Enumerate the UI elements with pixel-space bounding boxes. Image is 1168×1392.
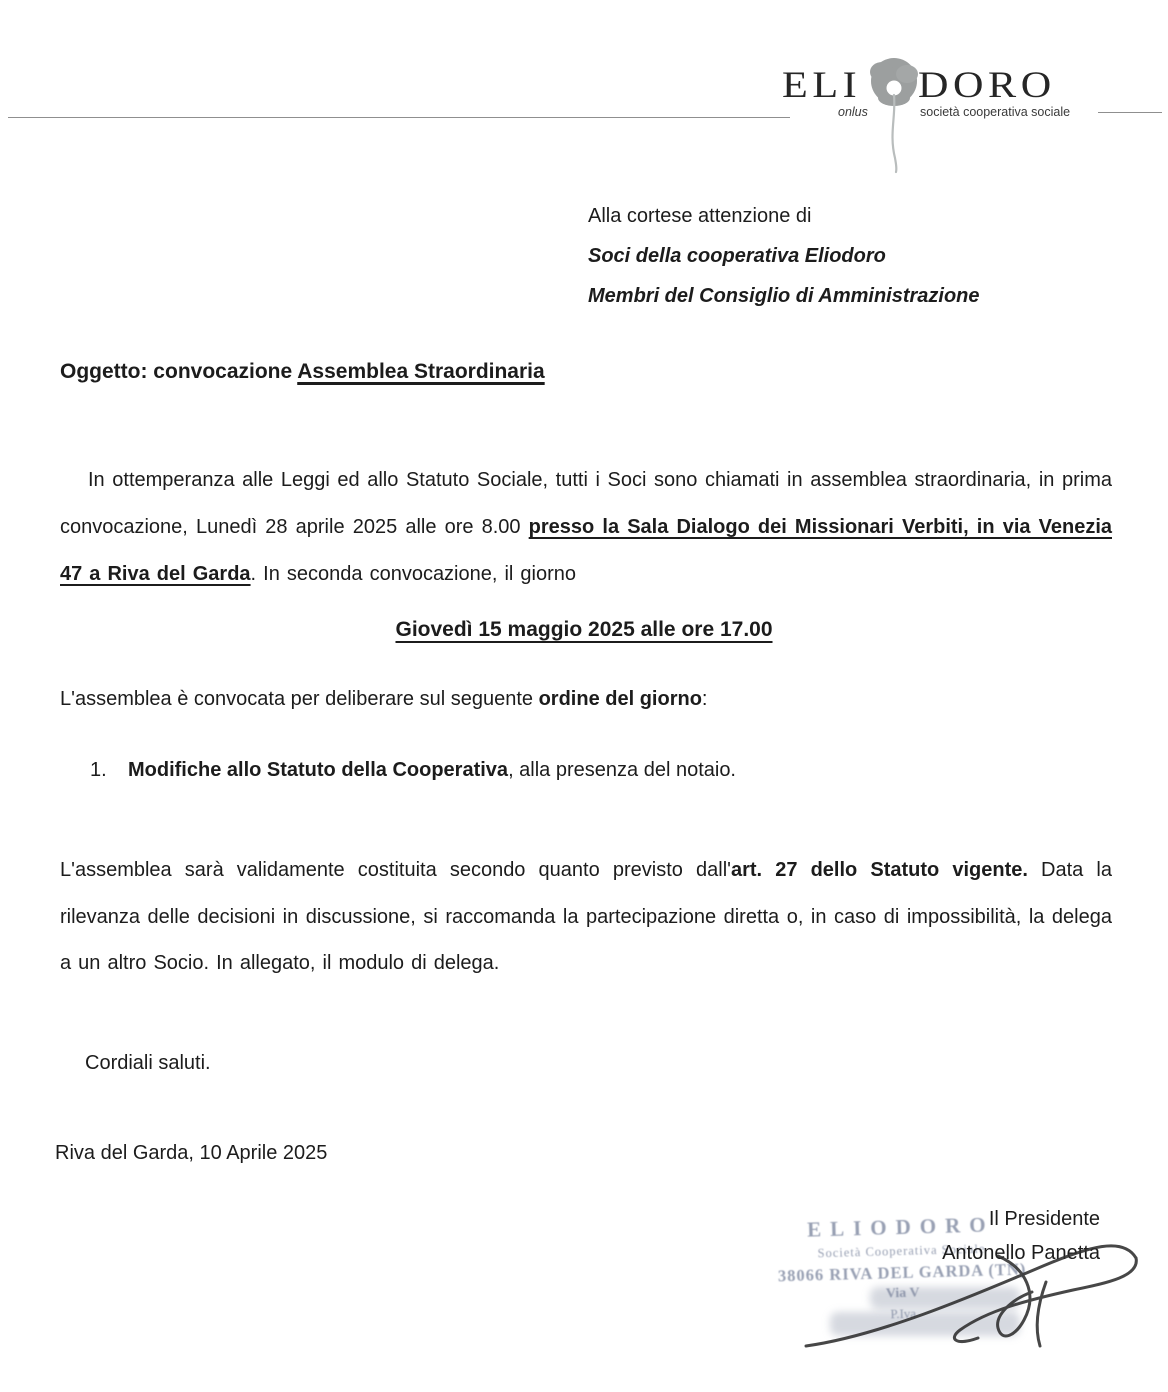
agenda-item-number: 1.	[90, 759, 107, 781]
dandelion-tree-icon	[862, 54, 926, 174]
place-and-date: Riva del Garda, 10 Aprile 2025	[55, 1142, 328, 1164]
stamp-company-type: Società Cooperativa Sociale	[817, 1242, 986, 1261]
logo-subtext-cooperativa: società cooperativa sociale	[920, 105, 1071, 119]
agenda-intro	[60, 688, 707, 711]
logo-word-right: DORO	[918, 65, 1056, 106]
second-convocation-date-text: Giovedì 15 maggio 2025 alle ore 17.00	[395, 618, 773, 641]
subject-underlined: Assemblea Straordinaria	[297, 360, 545, 383]
second-convocation-date	[0, 618, 1168, 642]
paragraph-validity-text: L'assemblea sarà validamente costituita secondo quanto previsto dall'	[60, 859, 731, 881]
paragraph-convocation-venue: presso la Sala Dialogo dei Missionari Verbiti, in via Venezia 47 a Riva del Garda	[60, 516, 1112, 585]
agenda-intro-colon: :	[701, 688, 708, 710]
paragraph-convocation-text: In ottemperanza alle Leggi ed allo Statuto Sociale, tutti i Soci sono chiamati in assemblea straordinaria, in prima convocazione, Lunedì 28 aprile 2025 alle ore 8.00	[60, 469, 1112, 538]
agenda-intro-bold: ordine del giorno	[538, 688, 702, 710]
recipient-block	[588, 196, 980, 316]
closing-salutation: Cordiali saluti.	[85, 1052, 211, 1074]
agenda-item-detail: , alla presenza del notaio.	[508, 759, 736, 781]
agenda-item-title: Modifiche allo Statuto della Cooperativa	[128, 759, 509, 781]
recipient-line-soci: Soci della cooperativa Eliodoro	[588, 245, 886, 267]
handwritten-signature	[788, 1228, 1148, 1358]
paragraph-validity	[60, 847, 1112, 987]
stamp-vat: P.Iva	[890, 1305, 917, 1322]
subject-prefix: Oggetto: convocazione	[60, 360, 298, 383]
signature-title: Il Presidente	[988, 1208, 1100, 1230]
paragraph-convocation-tail: . In seconda convocazione, il giorno	[250, 563, 577, 585]
stamp-address-street: Via V	[885, 1286, 920, 1302]
paragraph-convocation	[60, 457, 1112, 598]
logo-word-left: ELI	[782, 65, 862, 106]
company-logo	[780, 56, 1110, 186]
paragraph-validity-tail: Data la rilevanza delle decisioni in discussione, si raccomanda la partecipazione diretta o, in caso di impossibilità, la delega a un altro Socio. In allegato, il modulo di delega.	[60, 859, 1112, 974]
subject-line	[60, 360, 545, 384]
stamp-address-city: 38066 RIVA DEL GARDA (TN)	[777, 1259, 1027, 1286]
recipient-line-attention: Alla cortese attenzione di	[588, 205, 812, 227]
logo-subtext-onlus: onlus	[838, 105, 868, 119]
agenda-intro-text: L'assemblea è convocata per deliberare sul seguente	[60, 688, 539, 710]
header-divider-left	[8, 117, 790, 118]
stamp-company-name: ELIODORO	[806, 1212, 995, 1242]
agenda-item-1	[90, 759, 736, 782]
signature-name: Antonello Panetta	[942, 1242, 1100, 1264]
recipient-line-consiglio: Membri del Consiglio di Amministrazione	[588, 285, 980, 307]
paragraph-validity-article: art. 27 dello Statuto vigente.	[730, 859, 1028, 881]
